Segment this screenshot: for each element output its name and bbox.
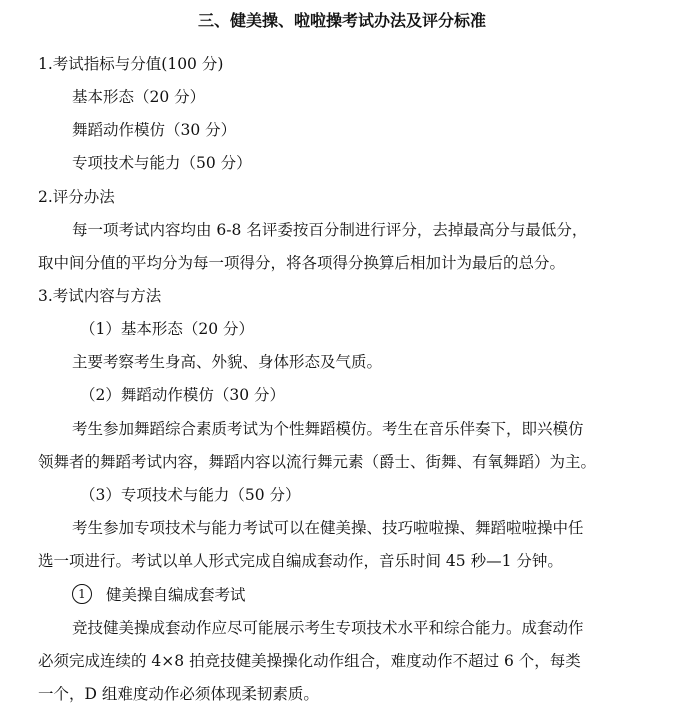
section-3-sub-3-line-1: 考生参加专项技术与能力考试可以在健美操、技巧啦啦操、舞蹈啦啦操中任 <box>72 519 584 537</box>
section-1-item-basic-form: 基本形态（20 分） <box>72 88 206 106</box>
circled-subheading-row <box>72 584 246 606</box>
section-1-item-dance-imitation: 舞蹈动作模仿（30 分） <box>72 121 237 139</box>
circled-number: 1 <box>72 584 92 604</box>
section-2-heading: 2.评分办法 <box>38 188 115 206</box>
section-3-sub-3-heading: （3）专项技术与能力（50 分） <box>80 486 301 504</box>
section-1-heading: 1.考试指标与分值(100 分) <box>38 55 224 73</box>
final-paragraph-line-2: 必须完成连续的 4×8 拍竞技健美操操化动作组合，难度动作不超过 6 个，每类 <box>38 652 581 670</box>
section-1-item-special-skills: 专项技术与能力（50 分） <box>72 154 252 172</box>
section-3-heading: 3.考试内容与方法 <box>38 287 162 305</box>
section-2-paragraph-line-2: 取中间分值的平均分为每一项得分，将各项得分换算后相加计为最后的总分。 <box>38 254 566 272</box>
section-2-paragraph-line-1: 每一项考试内容均由 6-8 名评委按百分制进行评分，去掉最高分与最低分， <box>72 221 588 239</box>
section-3-sub-2-line-2: 领舞者的舞蹈考试内容，舞蹈内容以流行舞元素（爵士、街舞、有氧舞蹈）为主。 <box>38 453 597 471</box>
section-3-sub-2-heading: （2）舞蹈动作模仿（30 分） <box>80 386 286 404</box>
final-paragraph-line-3: 一个，D 组难度动作必须体现柔韧素质。 <box>38 685 319 703</box>
circled-subheading-text: 健美操自编成套考试 <box>106 586 246 604</box>
section-3-sub-2-line-1: 考生参加舞蹈综合素质考试为个性舞蹈模仿。考生在音乐伴奏下，即兴模仿 <box>72 420 584 438</box>
section-3-sub-1-text: 主要考察考生身高、外貌、身体形态及气质。 <box>72 353 383 371</box>
document-title: 三、健美操、啦啦操考试办法及评分标准 <box>197 11 486 30</box>
section-3-sub-3-line-2: 选一项进行。考试以单人形式完成自编成套动作，音乐时间 45 秒—1 分钟。 <box>38 552 563 570</box>
final-paragraph-line-1: 竞技健美操成套动作应尽可能展示考生专项技术水平和综合能力。成套动作 <box>72 619 584 637</box>
section-3-sub-1-heading: （1）基本形态（20 分） <box>80 320 255 338</box>
